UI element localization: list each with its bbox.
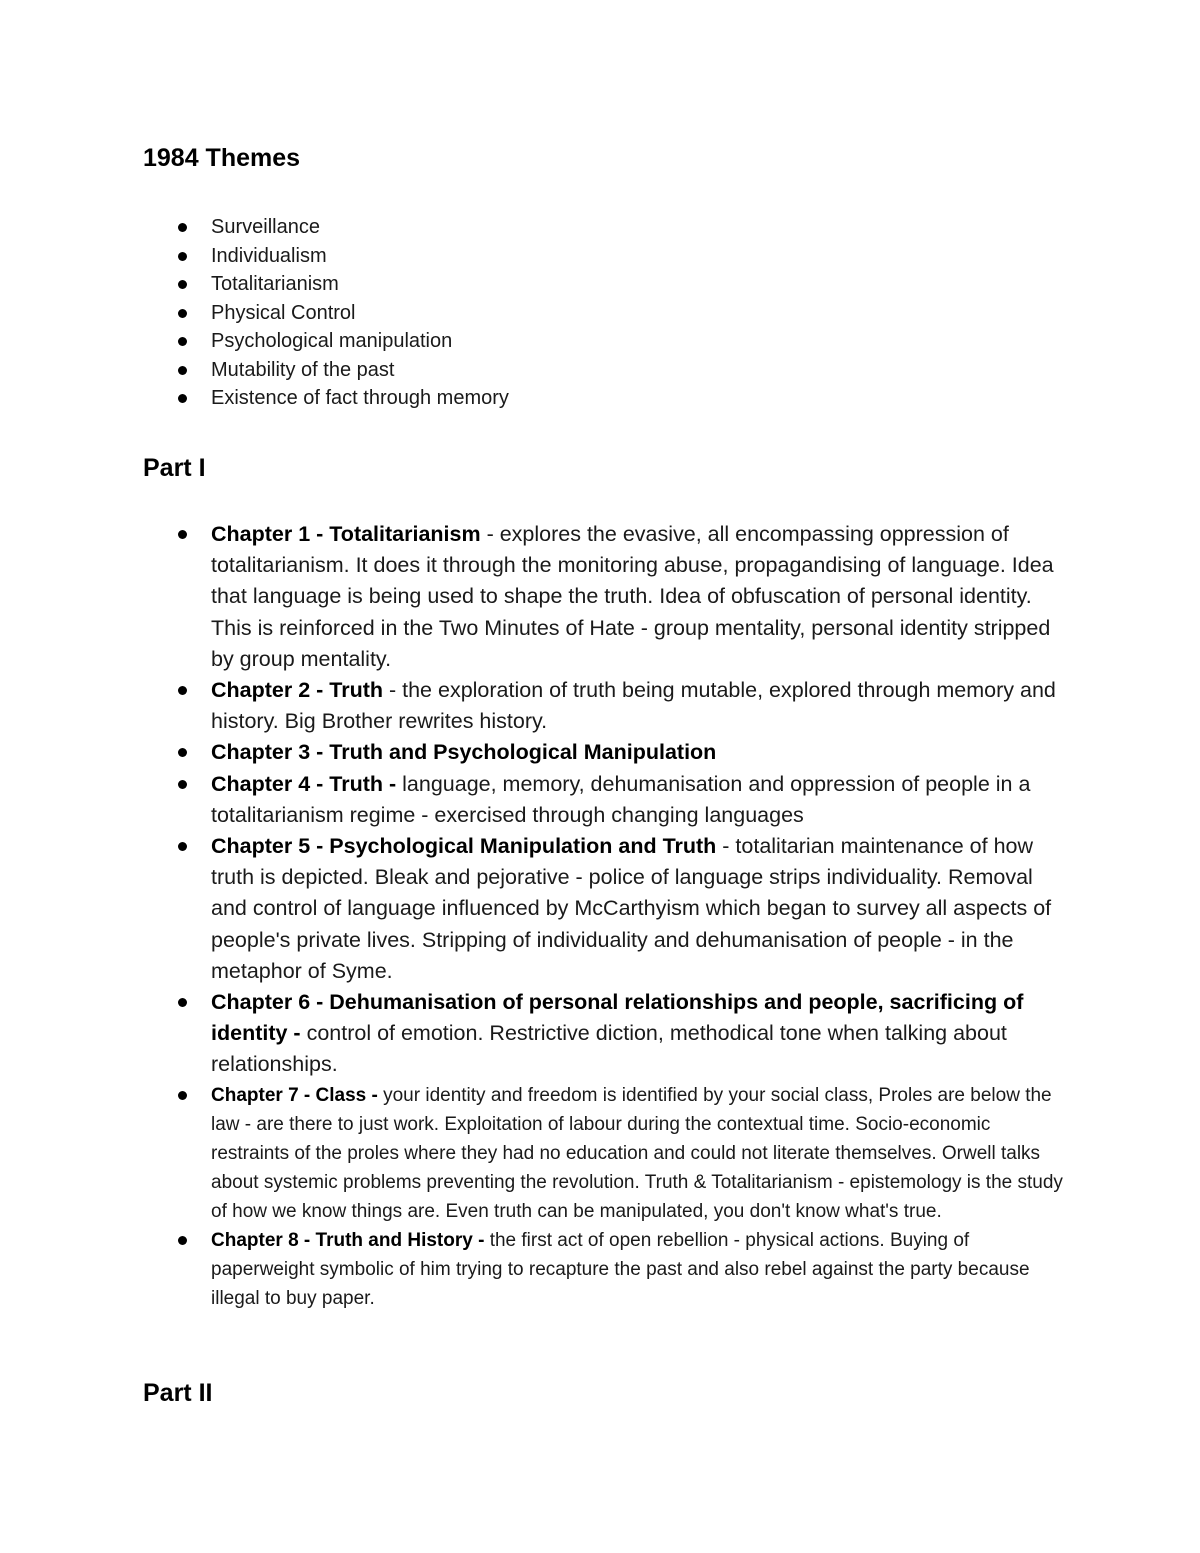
chapter-item: [0, 769, 1071, 831]
chapter-title: Chapter 3 - Truth and Psychological Manipulation: [211, 740, 717, 765]
list-item: [0, 356, 1200, 385]
bullet-icon: [178, 252, 187, 261]
chapters-list: [0, 519, 1200, 1313]
bullet-icon: [178, 223, 187, 232]
bullet-icon: [178, 394, 187, 403]
chapter-item: [0, 737, 1071, 768]
theme-label: Individualism: [211, 244, 327, 267]
theme-label: Mutability of the past: [211, 358, 395, 381]
bullet-icon: [178, 337, 187, 346]
chapter-summary: - the exploration of truth being mutable, explored through memory and history. Big Brother rewrites history.: [211, 678, 1056, 734]
bullet-icon: [178, 1091, 187, 1100]
theme-label: Physical Control: [211, 301, 356, 324]
chapter-title: Chapter 4 - Truth -: [211, 771, 397, 796]
chapter-item: [0, 1226, 1071, 1313]
chapter-summary: - totalitarian maintenance of how truth is depicted. Bleak and pejorative - police of language strips individuality. Removal and control of language influenced by McCarthyism which began to survey all aspects of people's private lives. Stripping of individuality and dehumanisation of people - in the metaphor of Syme.: [211, 834, 1052, 983]
bullet-icon: [178, 309, 187, 318]
part-two-heading: Part II: [143, 1379, 213, 1407]
list-item: [0, 327, 1200, 356]
list-item: [0, 270, 1200, 299]
page-title: 1984 Themes: [143, 144, 301, 172]
chapter-item: [0, 831, 1071, 987]
bullet-icon: [178, 686, 187, 695]
bullet-icon: [178, 780, 187, 789]
part-one-heading: Part I: [143, 454, 206, 482]
list-item: [0, 384, 1200, 413]
bullet-icon: [178, 1236, 187, 1245]
bullet-icon: [178, 366, 187, 375]
bullet-icon: [178, 280, 187, 289]
chapter-item: [0, 519, 1071, 675]
chapter-summary: - explores the evasive, all encompassing oppression of totalitarianism. It does it through the monitoring abuse, propagandising of language. Idea that language is being used to shape the truth. Idea of obfuscation of personal identity. This is reinforced in the Two Minutes of Hate - group mentality, personal identity stripped by group mentality.: [211, 522, 1054, 671]
theme-label: Totalitarianism: [211, 273, 339, 295]
chapter-title: Chapter 6 - Dehumanisation of personal relationships and people, sacrificing of identity -: [211, 990, 1024, 1046]
bullet-icon: [178, 998, 187, 1007]
chapter-title: Chapter 8 - Truth and History -: [211, 1229, 485, 1251]
theme-label: Psychological manipulation: [211, 330, 453, 352]
chapter-title: Chapter 5 - Psychological Manipulation and Truth: [211, 834, 717, 859]
bullet-icon: [178, 530, 187, 539]
theme-label: Existence of fact through memory: [211, 387, 509, 409]
theme-label: Surveillance: [211, 216, 320, 238]
themes-list: [0, 213, 1200, 413]
list-item: [0, 299, 1200, 328]
list-item: [0, 242, 1200, 271]
list-item: [0, 213, 1200, 242]
chapter-item: [0, 675, 1071, 737]
chapter-summary: control of emotion. Restrictive diction, methodical tone when talking about relationships.: [211, 1021, 1007, 1077]
chapter-summary: your identity and freedom is identified by your social class, Proles are below the law - are there to just work. Exploitation of labour during the contextual time. Socio-economic restraints of the proles where they had no education and could not literate themselves. Orwell talks about systemic problems preventing the revolution. Truth & Totalitarianism - epistemology is the study of how we know things are. Even truth can be manipulated, you don't know what's true.: [211, 1084, 1063, 1222]
chapter-title: Chapter 1 - Totalitarianism: [211, 522, 481, 546]
chapter-item: [0, 1081, 1071, 1226]
bullet-icon: [178, 842, 187, 851]
bullet-icon: [178, 748, 187, 757]
chapter-summary: the first act of open rebellion - physical actions. Buying of paperweight symbolic of him trying to recapture the past and also rebel against the party because illegal to buy paper.: [211, 1229, 1030, 1309]
chapter-summary: language, memory, dehumanisation and oppression of people in a totalitarianism regime - exercised through changing languages: [211, 771, 1031, 827]
chapter-title: Chapter 2 - Truth: [211, 678, 384, 703]
chapter-item: [0, 987, 1071, 1081]
chapter-title: Chapter 7 - Class -: [211, 1084, 378, 1106]
